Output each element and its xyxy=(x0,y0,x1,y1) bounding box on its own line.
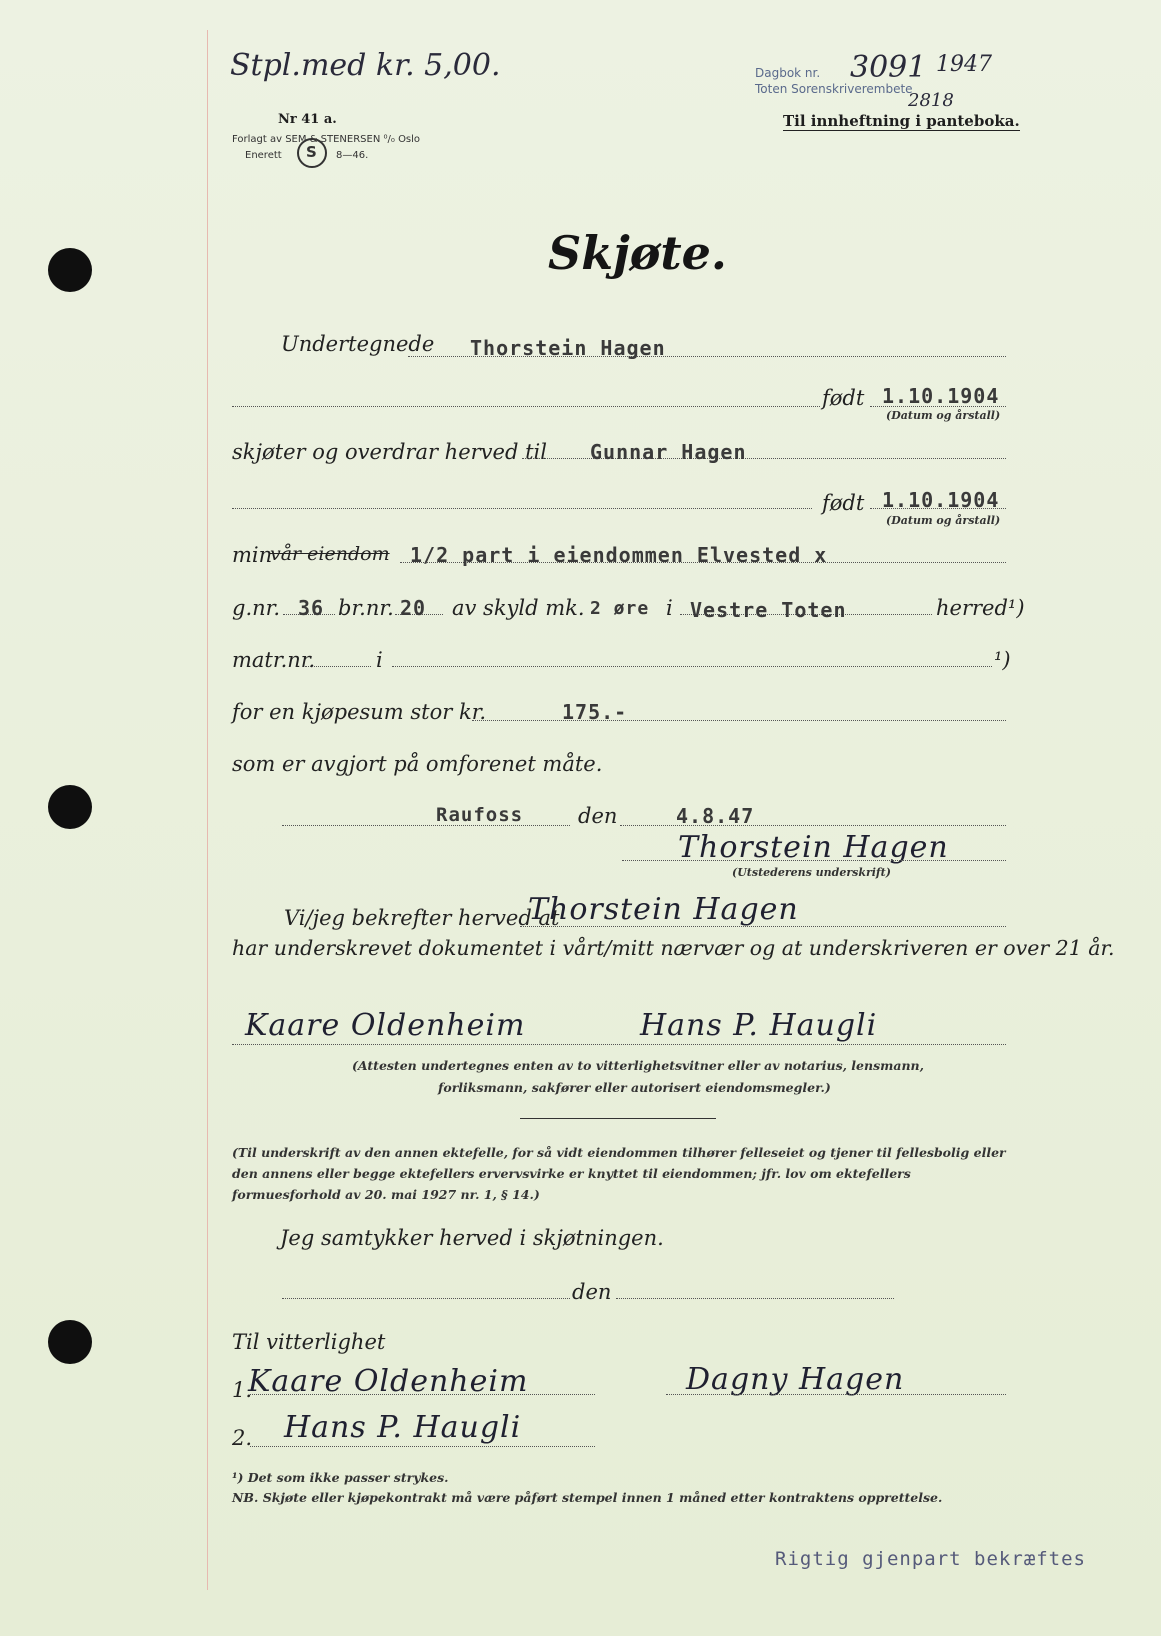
fodt1-label: født xyxy=(822,386,865,410)
property-value: 1/2 part i eiendommen Elvested x xyxy=(410,543,828,567)
recipient-value: Gunnar Hagen xyxy=(590,440,747,464)
skyld-label: av skyld mk. xyxy=(452,596,585,620)
gnr-value: 36 xyxy=(298,596,325,620)
place-line xyxy=(282,825,570,826)
handwritten-fee: Stpl.med kr. 5,00. xyxy=(230,48,501,83)
place-value: Raufoss xyxy=(436,804,524,826)
fodt2-label: født xyxy=(822,491,865,515)
matr-line xyxy=(305,666,371,667)
attest-caption-1: (Attesten undertegnes enten av to vitterlighetsvitner eller av notarius, lensmann, xyxy=(352,1058,924,1073)
matr-i-line xyxy=(392,666,992,667)
vitterlighet-1-num: 1. xyxy=(232,1378,253,1402)
witness2-signature: Hans P. Haugli xyxy=(640,1008,878,1043)
datum-note-1: (Datum og årstall) xyxy=(886,409,1001,422)
stamp-extra-number: 2818 xyxy=(908,90,954,111)
issuer-signature: Thorstein Hagen xyxy=(678,830,949,865)
herred-label: herred¹) xyxy=(936,596,1025,620)
settled-text: som er avgjort på omforenet måte. xyxy=(232,752,603,776)
vitterlighet-2-num: 2. xyxy=(232,1426,253,1450)
stamp-dagbok-label: Dagbok nr. xyxy=(755,66,821,80)
fodt1-value: 1.10.1904 xyxy=(882,384,1000,408)
publisher-logo: S xyxy=(297,138,327,168)
var-eiendom-struck: vår eiendom xyxy=(270,543,390,565)
vitterlighet-2-line xyxy=(250,1446,595,1447)
stamp-year: 1947 xyxy=(936,52,992,77)
rights-date: 8—46. xyxy=(336,150,369,161)
consent-den-label: den xyxy=(572,1280,612,1304)
issuer-line xyxy=(622,860,1006,861)
spouse-signature-line xyxy=(666,1394,1006,1395)
min-label: min xyxy=(232,543,273,567)
attest-text: har underskrevet dokumentet i vårt/mitt nærvær og at underskriveren er over 21 år. xyxy=(232,936,1115,960)
brnr-label: br.nr. xyxy=(338,596,394,620)
den-label: den xyxy=(578,804,618,828)
datum-note-2: (Datum og årstall) xyxy=(886,514,1001,527)
stamp-number: 3091 xyxy=(850,50,927,85)
consent-date-line xyxy=(616,1298,894,1299)
nb-note: NB. Skjøte eller kjøpekontrakt må være påført stempel innen 1 måned etter kontraktens opprettelse. xyxy=(232,1490,943,1505)
fodt2-value: 1.10.1904 xyxy=(882,488,1000,512)
margin-line xyxy=(207,30,208,1590)
vitterlighet-label: Til vitterlighet xyxy=(232,1330,386,1354)
punch-hole-middle xyxy=(48,785,92,829)
section-divider xyxy=(520,1118,716,1119)
consent-text: Jeg samtykker herved i skjøtningen. xyxy=(280,1226,664,1250)
filing-note: Til innheftning i panteboka. xyxy=(783,112,1020,130)
vitterlighet-1-line xyxy=(250,1394,595,1395)
publisher-line: Forlagt av SEM & STENERSEN ⁰/₀ Oslo xyxy=(232,134,421,145)
document-title: Skjøte. xyxy=(548,226,727,280)
date-value: 4.8.47 xyxy=(676,804,755,828)
attest-caption-2: forliksmann, sakfører eller autorisert eiendomsmegler.) xyxy=(438,1080,831,1095)
stamp-office: Toten Sorenskriverembete xyxy=(755,82,913,96)
consent-place-line xyxy=(282,1298,570,1299)
matr-end: ¹) xyxy=(994,648,1011,672)
matr-i: i xyxy=(376,648,383,672)
gnr-label: g.nr. xyxy=(232,596,281,620)
fodt1-leader xyxy=(232,406,820,407)
skyld-value: 2 øre xyxy=(590,598,650,619)
undertegnede-value: Thorstein Hagen xyxy=(470,336,666,360)
vitterlighet-1-signature: Kaare Oldenheim xyxy=(248,1364,529,1399)
undertegnede-label: Undertegnede xyxy=(281,332,435,356)
certified-copy-stamp: Rigtig gjenpart bekræftes xyxy=(775,1548,1086,1570)
herred-value: Vestre Toten xyxy=(690,598,847,622)
form-number: Nr 41 a. xyxy=(278,112,337,127)
punch-hole-bottom xyxy=(48,1320,92,1364)
punch-hole-top xyxy=(48,248,92,292)
attest-prefix: Vi/jeg bekrefter herved at xyxy=(284,906,560,930)
witness1-signature: Kaare Oldenheim xyxy=(245,1008,526,1043)
issuer-caption: (Utstederens underskrift) xyxy=(732,866,891,879)
matr-label: matr.nr. xyxy=(232,648,316,672)
rights-label: Enerett xyxy=(245,150,282,161)
price-line xyxy=(472,720,1006,721)
brnr-value: 20 xyxy=(400,596,427,620)
vitterlighet-2-signature: Hans P. Haugli xyxy=(284,1410,522,1445)
witness-line xyxy=(232,1044,1006,1045)
price-label: for en kjøpesum stor kr. xyxy=(232,700,487,724)
attest-signature: Thorstein Hagen xyxy=(528,892,799,927)
spouse-signature: Dagny Hagen xyxy=(686,1362,905,1397)
fodt2-leader xyxy=(232,508,812,509)
price-value: 175.- xyxy=(562,700,628,724)
skjoter-label: skjøter og overdrar herved til xyxy=(232,440,547,464)
attest-line xyxy=(520,926,1006,927)
skyld-i: i xyxy=(666,596,673,620)
footnote: ¹) Det som ikke passer strykes. xyxy=(232,1470,449,1485)
spouse-note: (Til underskrift av den annen ektefelle, for så vidt eiendommen tilhører felleseiet og tjener til fellesbolig eller den annens eller begge ektefellers ervervsvirke er knyttet til eiendommen; jfr. lov om ektefellers formuesforhold av 20. mai 1927 nr. 1, § 14.) xyxy=(232,1145,1006,1202)
